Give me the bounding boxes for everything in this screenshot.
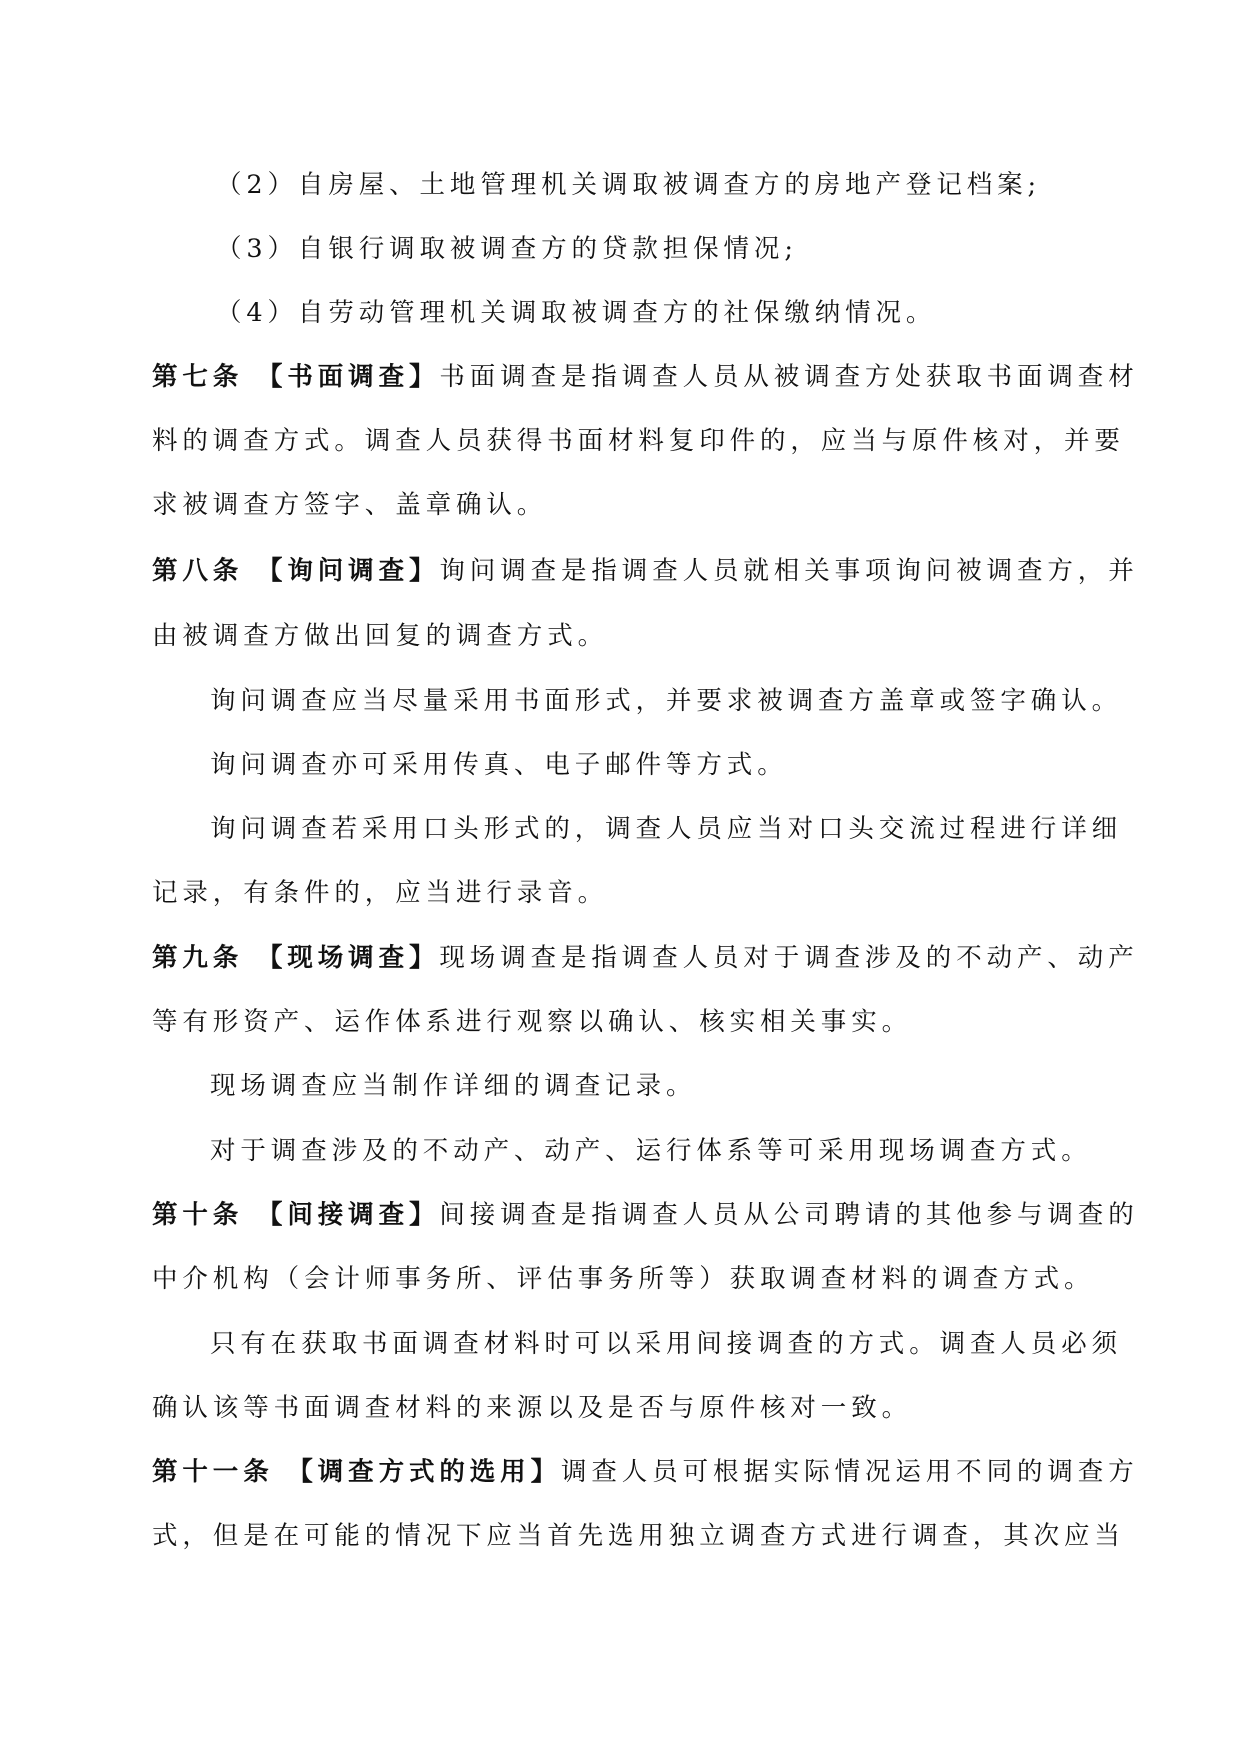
article-8-paragraph-4-line-1: 询问调查若采用口头形式的，调查人员应当对口头交流过程进行详细 — [210, 814, 1123, 844]
list-item-2: （2）自房屋、土地管理机关调取被调查方的房地产登记档案; — [216, 170, 1042, 200]
article-11-line-2: 式，但是在可能的情况下应当首先选用独立调查方式进行调查，其次应当 — [152, 1521, 1125, 1551]
article-9-paragraph-2: 现场调查应当制作详细的调查记录。 — [210, 1071, 697, 1101]
article-9-line-2: 等有形资产、运作体系进行观察以确认、核实相关事实。 — [152, 1007, 913, 1037]
article-10-line-2: 中介机构（会计师事务所、评估事务所等）获取调查材料的调查方式。 — [152, 1264, 1095, 1294]
list-item-3: （3）自银行调取被调查方的贷款担保情况; — [216, 234, 798, 264]
article-10-paragraph-2-line-1: 只有在获取书面调查材料时可以采用间接调查的方式。调查人员必须 — [210, 1329, 1123, 1359]
article-7-line-1 — [152, 360, 1139, 394]
article-10-text: 间接调查是指调查人员从公司聘请的其他参与调查的 — [439, 1200, 1139, 1230]
article-7-heading: 第七条 【书面调查】 — [152, 362, 440, 392]
article-11-heading: 第十一条 【调查方式的选用】 — [152, 1457, 561, 1487]
article-8-heading: 第八条 【询问调查】 — [152, 556, 440, 586]
article-10-heading: 第十条 【间接调查】 — [152, 1200, 440, 1230]
article-8-line-1 — [152, 554, 1139, 588]
list-item-4: （4）自劳动管理机关调取被调查方的社保缴纳情况。 — [216, 298, 937, 328]
article-8-line-2: 由被调查方做出回复的调查方式。 — [152, 621, 609, 651]
article-9-paragraph-3: 对于调查涉及的不动产、动产、运行体系等可采用现场调查方式。 — [210, 1136, 1092, 1166]
article-8-text: 询问调查是指调查人员就相关事项询问被调查方，并 — [439, 556, 1139, 586]
article-10-line-1 — [152, 1198, 1139, 1232]
article-11-line-1 — [152, 1455, 1139, 1489]
article-8-paragraph-2: 询问调查应当尽量采用书面形式，并要求被调查方盖章或签字确认。 — [210, 686, 1123, 716]
article-7-line-3: 求被调查方签字、盖章确认。 — [152, 490, 548, 520]
article-7-text: 书面调查是指调查人员从被调查方处获取书面调查材 — [439, 362, 1139, 392]
article-11-text: 调查人员可根据实际情况运用不同的调查方 — [560, 1457, 1139, 1487]
article-9-text: 现场调查是指调查人员对于调查涉及的不动产、动产 — [439, 943, 1139, 973]
article-7-line-2: 料的调查方式。调查人员获得书面材料复印件的，应当与原件核对，并要 — [152, 426, 1125, 456]
article-10-paragraph-2-line-2: 确认该等书面调查材料的来源以及是否与原件核对一致。 — [152, 1393, 913, 1423]
article-8-paragraph-4-line-2: 记录，有条件的，应当进行录音。 — [152, 878, 609, 908]
article-9-heading: 第九条 【现场调查】 — [152, 943, 440, 973]
article-9-line-1 — [152, 941, 1139, 975]
article-8-paragraph-3: 询问调查亦可采用传真、电子邮件等方式。 — [210, 750, 788, 780]
